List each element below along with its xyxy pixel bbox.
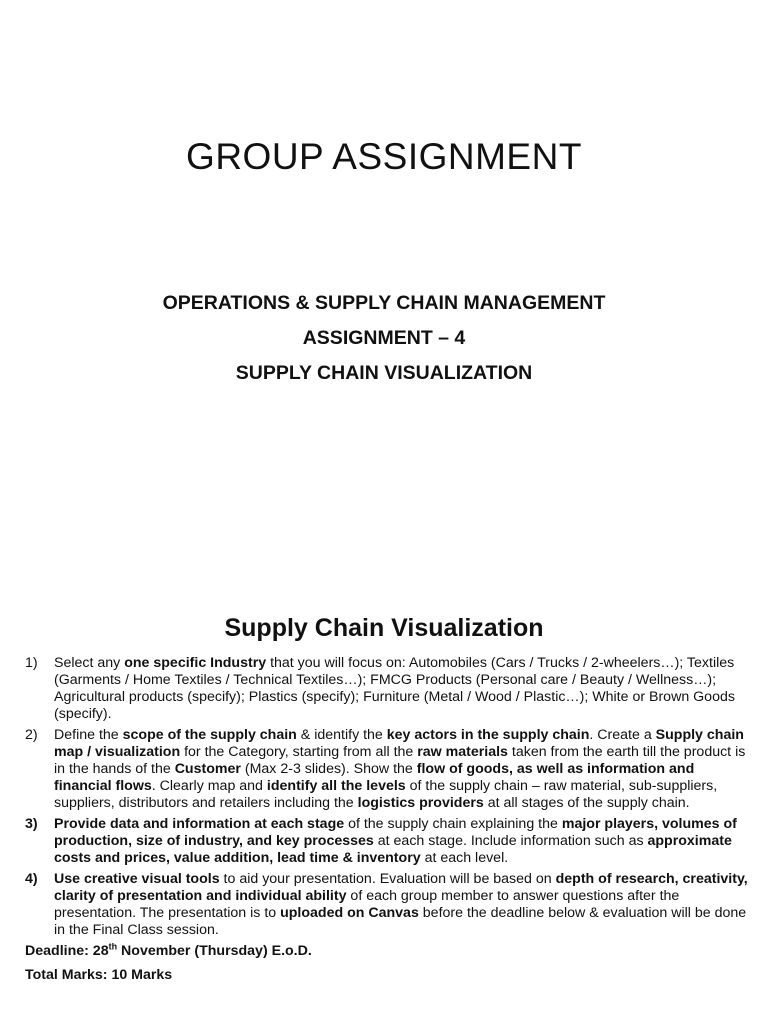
deadline-superscript: th — [108, 941, 118, 952]
instruction-list — [0, 655, 768, 939]
item-text: for the Category, starting from all the — [180, 744, 418, 760]
item-text: of each group member to answer questions after the presentation. The presentation is to — [54, 888, 680, 921]
item-number: 3) — [25, 816, 38, 832]
item-text-bold: depth of research, creativity, clarity of presentation and individual ability — [54, 871, 748, 904]
item-text-bold: one specific Industry — [124, 655, 267, 671]
item-text-bold: key actors in the supply chain — [386, 727, 590, 743]
item-text: before the deadline below & evaluation will be done in the Final Class session. — [54, 905, 747, 938]
item-text: of the supply chain explaining the — [344, 816, 562, 832]
item-text: & identify the — [296, 727, 387, 743]
item-text: to aid your presentation. Evaluation will be based on — [219, 871, 556, 887]
deadline — [0, 943, 768, 960]
item-text: . Clearly map and — [151, 778, 267, 794]
assignment-number: ASSIGNMENT – 4 — [302, 327, 466, 349]
item-text-bold: major players, volumes of production, size of industry, and key processes — [54, 816, 737, 849]
item-text-bold: raw materials — [417, 744, 508, 760]
instructions-slide — [0, 600, 768, 984]
instruction-item — [0, 727, 768, 812]
item-text-bold: Customer — [174, 761, 241, 777]
item-text-bold: Provide data and information at each stage — [54, 816, 345, 832]
item-text-bold: Use creative visual tools — [54, 871, 220, 887]
item-number: 2) — [25, 727, 38, 743]
item-text: Define the — [54, 727, 123, 743]
item-text: Select any — [54, 655, 125, 671]
item-text: of the supply chain – raw material, sub-suppliers, suppliers, distributors and retailers including the — [54, 778, 718, 811]
item-text-bold: identify all the levels — [266, 778, 406, 794]
instruction-item — [0, 871, 768, 939]
course-name: OPERATIONS & SUPPLY CHAIN MANAGEMENT — [162, 292, 606, 314]
item-text-bold: logistics providers — [357, 795, 484, 811]
item-text: . Create a — [589, 727, 656, 743]
instruction-item — [0, 816, 768, 867]
instruction-item — [0, 655, 768, 723]
section-title: Supply Chain Visualization — [224, 614, 544, 642]
item-text: at each stage. Include information such as — [373, 833, 648, 849]
main-title: GROUP ASSIGNMENT — [186, 136, 582, 177]
assignment-topic: SUPPLY CHAIN VISUALIZATION — [235, 362, 533, 384]
item-text: at all stages of the supply chain. — [483, 795, 690, 811]
item-number: 4) — [25, 871, 38, 887]
item-text: at each level. — [420, 850, 509, 866]
deadline-suffix: November (Thursday) E.o.D. — [117, 943, 312, 959]
subtitle-block — [0, 286, 768, 391]
item-number: 1) — [25, 655, 38, 671]
item-text: that you will focus on: Automobiles (Cars / Trucks / 2-wheelers…); Textiles (Garments / Home Textiles / Technical Textiles…); FMCG Products (Personal care / Beauty / Wellness…); Agricultural products (specify); Plastics (specify); Furniture (Metal / Wood / Plastic…); White or Brown Goods (specify). — [54, 655, 735, 722]
item-text: taken from the earth till the product is in the hands of the — [54, 744, 746, 777]
total-marks: Total Marks: 10 Marks — [25, 967, 173, 983]
item-text-bold: uploaded on Canvas — [280, 905, 419, 921]
deadline-prefix: Deadline: 28 — [25, 943, 109, 959]
item-text: (Max 2-3 slides). Show the — [240, 761, 417, 777]
item-text-bold: approximate costs and prices, value addition, lead time & inventory — [54, 833, 732, 866]
item-text-bold: scope of the supply chain — [122, 727, 297, 743]
item-text-bold: flow of goods, as well as information and financial flows — [54, 761, 695, 794]
item-text-bold: Supply chain map / visualization — [54, 727, 744, 760]
